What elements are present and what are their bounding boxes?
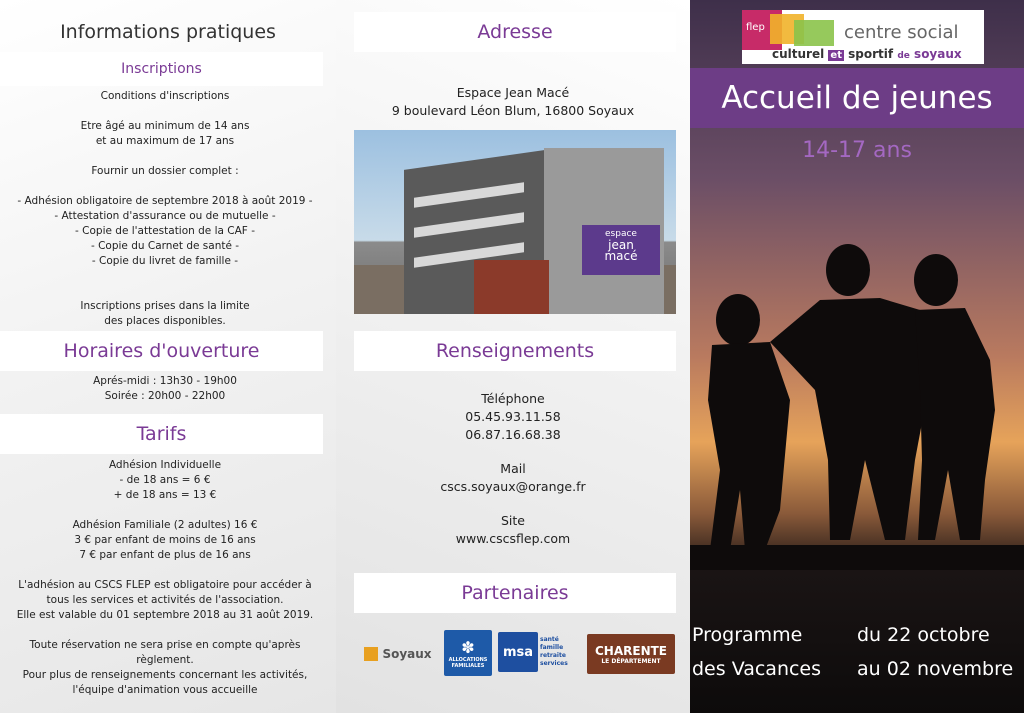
age-range: 14-17 ans [802, 138, 912, 163]
charente-logo-text: CHARENTE [595, 643, 667, 658]
renseignements-heading-box [354, 331, 676, 371]
insc-line: Inscriptions prises dans la limite [80, 300, 250, 312]
logo-word-soyaux: soyaux [914, 47, 962, 61]
hor-line: Soirée : 20h00 - 22h00 [104, 390, 226, 402]
msa-tagline [540, 632, 584, 672]
caf-logo: ✽ ALLOCATIONS FAMILIALES [444, 630, 492, 676]
site-url: www.cscsflep.com [455, 531, 571, 546]
tar-line: + de 18 ans = 13 € [113, 489, 217, 501]
horaires-text [0, 374, 330, 404]
caf-logo-text: ALLOCATIONS FAMILIALES [448, 656, 488, 669]
adresse-heading-box [354, 12, 676, 52]
adr-line: 9 boulevard Léon Blum, 16800 Soyaux [391, 103, 635, 118]
insc-line: des places disponibles. [104, 315, 226, 327]
logo-word-culturel: culturel [772, 47, 825, 61]
soyaux-logo [358, 634, 438, 674]
msa-tagline-text: santé famille retraite services [540, 636, 568, 667]
horaires-heading-box [0, 331, 323, 371]
jean-mace-sign [582, 225, 660, 275]
tar-line [0, 563, 330, 578]
insc-line [0, 179, 330, 194]
tar-line: tous les services et activités de l'association. [46, 594, 284, 606]
partenaires-heading: Partenaires [461, 582, 569, 604]
tar-line [0, 503, 330, 518]
sign-line3: macé [604, 249, 638, 263]
date-line1: du 22 octobre [857, 624, 990, 646]
flep-logo [742, 10, 984, 64]
partenaires-heading-box [354, 573, 676, 613]
phone-label: Téléphone [481, 391, 545, 406]
adr-line: Espace Jean Macé [456, 85, 570, 100]
logo-word-et: et [830, 50, 842, 61]
dates-label [857, 618, 1013, 686]
insc-line: - Attestation d'assurance ou de mutuelle - [54, 210, 276, 222]
charente-logo-sub: LE DÉPARTEMENT [601, 657, 661, 665]
tar-line: 7 € par enfant de plus de 16 ans [79, 549, 251, 561]
info-title: Informations pratiques [60, 21, 276, 43]
tar-line: l'équipe d'animation vous accueille [72, 684, 258, 696]
tarifs-text [0, 458, 330, 698]
phone1: 05.45.93.11.58 [465, 409, 561, 424]
renseignements-heading: Renseignements [435, 340, 595, 362]
insc-line: Fournir un dossier complet : [91, 165, 239, 177]
insc-line [0, 149, 330, 164]
logo-line2 [772, 47, 962, 61]
mail-label: Mail [500, 461, 526, 476]
sign-line1: espace [605, 229, 637, 239]
flep-tag: flep [746, 22, 765, 33]
address-panel [336, 0, 690, 713]
charente-logo [587, 634, 675, 674]
inscriptions-heading-box [0, 52, 323, 86]
prog-line1: Programme [692, 624, 803, 646]
tar-line: 3 € par enfant de moins de 16 ans [74, 534, 256, 546]
insc-line: - Copie du livret de famille - [91, 255, 239, 267]
insc-line: et au maximum de 17 ans [95, 135, 235, 147]
silhouette-image [690, 230, 1024, 570]
programme-label [692, 618, 821, 686]
tarifs-heading-box [0, 414, 323, 454]
logo-line1: centre social [844, 22, 959, 43]
inscriptions-heading: Inscriptions [121, 61, 202, 77]
insc-line: - Adhésion obligatoire de septembre 2018 à août 2019 - [17, 195, 313, 207]
sign-line2: jean [608, 238, 634, 252]
title-banner [690, 68, 1024, 128]
adresse-heading: Adresse [477, 21, 553, 43]
soyaux-logo-text: Soyaux [382, 647, 432, 661]
mail-address: cscs.soyaux@orange.fr [440, 479, 586, 494]
tar-line: Adhésion Familiale (2 adultes) 16 € [72, 519, 258, 531]
tar-line: Elle est valable du 01 septembre 2018 au 31 août 2019. [16, 609, 314, 621]
tar-line: - de 18 ans = 6 € [119, 474, 211, 486]
info-panel [0, 0, 336, 713]
msa-logo [498, 632, 538, 672]
building-photo [354, 130, 676, 314]
cover-title: Accueil de jeunes [721, 80, 993, 116]
insc-line [0, 104, 330, 119]
tar-line [0, 623, 330, 638]
site-label: Site [501, 513, 525, 528]
tarifs-heading: Tarifs [136, 423, 187, 445]
insc-line: - Copie de l'attestation de la CAF - [75, 225, 255, 237]
hor-line: Aprés-midi : 13h30 - 19h00 [93, 375, 237, 387]
insc-line: - Copie du Carnet de santé - [90, 240, 240, 252]
insc-line: Conditions d'inscriptions [100, 90, 230, 102]
prog-line2: des Vacances [692, 658, 822, 680]
info-title-box [0, 12, 336, 52]
tar-line: L'adhésion au CSCS FLEP est obligatoire pour accéder à [18, 579, 312, 591]
logo-word-sportif: sportif [848, 47, 894, 61]
inscriptions-text [0, 89, 330, 329]
adresse-text [336, 84, 690, 120]
tar-line: Adhésion Individuelle [108, 459, 222, 471]
insc-line [0, 284, 330, 299]
horaires-heading: Horaires d'ouverture [63, 340, 260, 362]
cover-panel [690, 0, 1024, 713]
logo-word-de: de [897, 51, 910, 61]
insc-line [0, 269, 330, 284]
insc-line: Etre âgé au minimum de 14 ans [80, 120, 250, 132]
tar-line: règlement. [136, 654, 194, 666]
msa-logo-text: msa [502, 644, 534, 660]
tar-line: Pour plus de renseignements concernant les activités, [22, 669, 308, 681]
renseignements-text [336, 390, 690, 548]
phone2: 06.87.16.68.38 [465, 427, 561, 442]
tar-line: Toute réservation ne sera prise en compte qu'après [29, 639, 301, 651]
date-line2: au 02 novembre [857, 658, 1014, 680]
